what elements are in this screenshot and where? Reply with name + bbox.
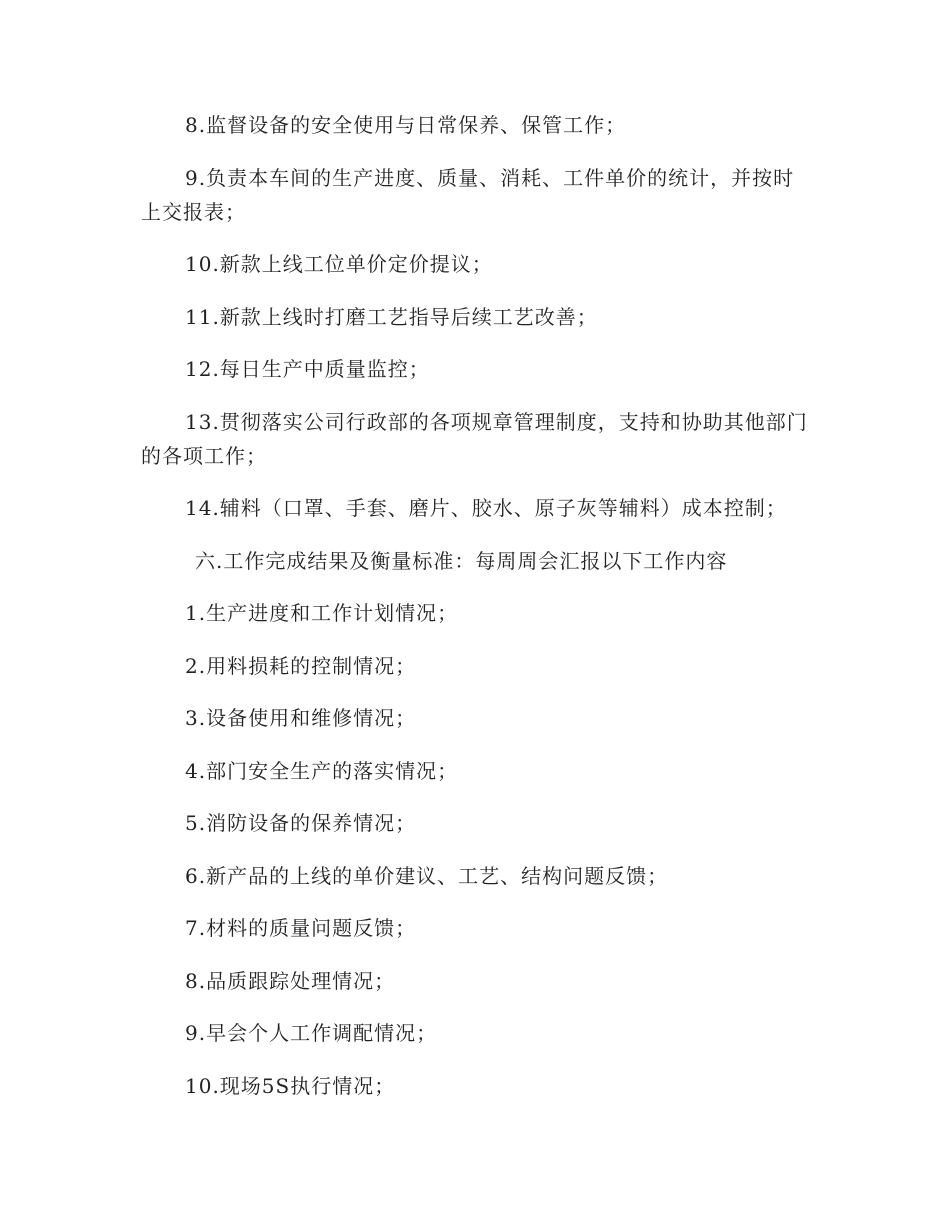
report-item-8: 8.品质跟踪处理情况；	[185, 968, 396, 993]
document-body	[141, 108, 811, 1121]
report-item-6: 6.新产品的上线的单价建议、工艺、结构问题反馈；	[185, 863, 669, 888]
duty-item-10: 10.新款上线工位单价定价提议；	[185, 252, 493, 276]
duty-item-13: 13.贯彻落实公司行政部的各项规章管理制度，支持和协助其他部门的各项工作；	[141, 409, 808, 468]
report-item-3: 3.设备使用和维修情况；	[185, 706, 417, 730]
duty-item-8: 8.监督设备的安全使用与日常保养、保管工作；	[185, 113, 627, 137]
report-item-7: 7.材料的质量问题反馈；	[185, 916, 417, 940]
report-item-10: 10.现场5S执行情况；	[185, 1073, 396, 1098]
report-item-1: 1.生产进度和工作计划情况；	[185, 601, 459, 625]
report-item-9: 9.早会个人工作调配情况；	[185, 1021, 438, 1045]
report-item-4: 4.部门安全生产的落实情况；	[185, 758, 459, 783]
section-heading-results: 六.工作完成结果及衡量标准：每周周会汇报以下工作内容	[195, 548, 728, 573]
duty-item-12: 12.每日生产中质量监控；	[185, 357, 430, 381]
duty-item-11: 11.新款上线时打磨工艺指导后续工艺改善；	[185, 304, 598, 329]
report-item-5: 5.消防设备的保养情况；	[185, 811, 417, 835]
duty-item-9: 9.负责本车间的生产进度、质量、消耗、工件单价的统计，并按时上交报表；	[141, 165, 795, 224]
duty-item-14: 14.辅料（口罩、手套、磨片、胶水、原子灰等辅料）成本控制；	[185, 496, 787, 520]
report-item-2: 2.用料损耗的控制情况；	[185, 653, 417, 678]
